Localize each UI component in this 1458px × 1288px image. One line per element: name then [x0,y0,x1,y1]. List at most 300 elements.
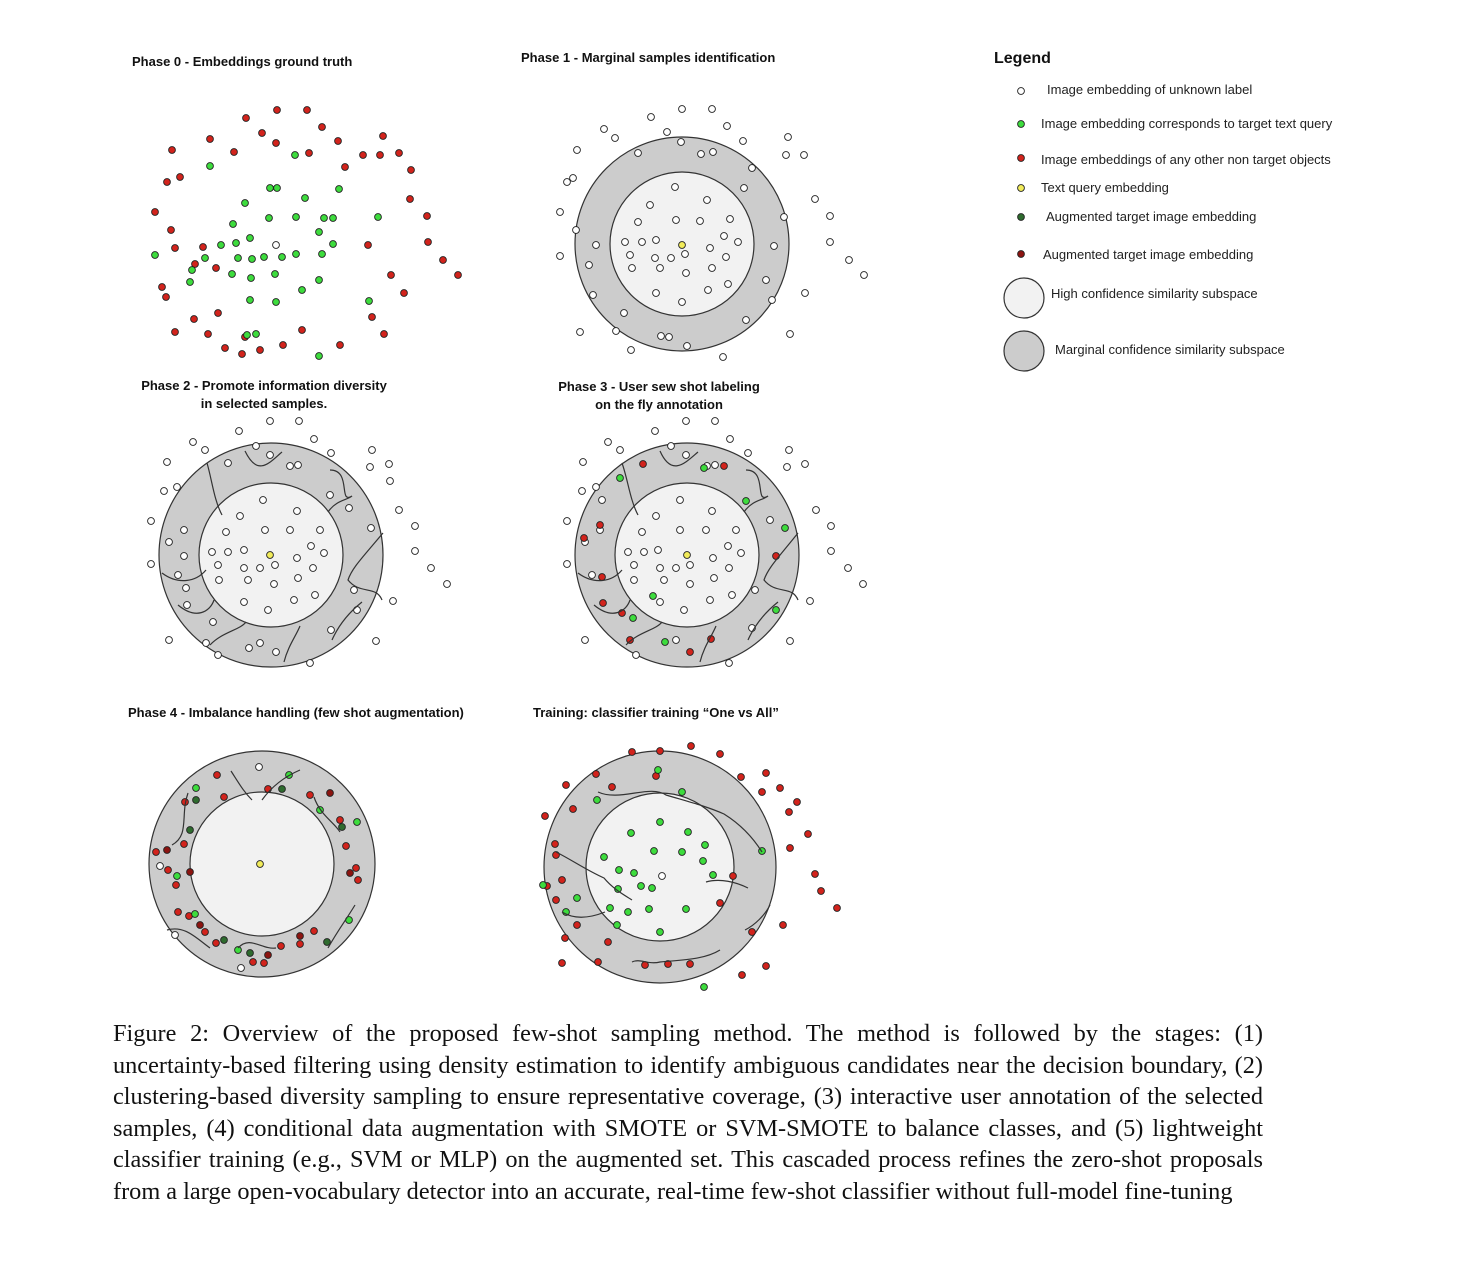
target-embedding-dot [249,256,256,263]
unknown-embedding-dot [373,638,380,645]
unknown-embedding-dot [390,598,397,605]
unknown-embedding-dot [166,539,173,546]
unknown-embedding-dot [308,543,315,550]
target-embedding-dot [773,607,780,614]
unknown-embedding-dot [647,202,654,209]
target-embedding-dot [299,287,306,294]
unknown-embedding-dot [612,135,619,142]
target-embedding-dot [321,215,328,222]
other-embedding-dot [687,961,694,968]
unknown-embedding-dot [557,209,564,216]
other-embedding-dot [721,463,728,470]
unknown-embedding-dot [802,290,809,297]
target-embedding-dot [679,849,686,856]
unknown-embedding-dot [582,637,589,644]
target-embedding-dot [274,185,281,192]
unknown-embedding-dot [664,129,671,136]
unknown-embedding-dot [590,292,597,299]
unknown-embedding-dot [267,452,274,459]
target-embedding-dot [683,906,690,913]
unknown-embedding-dot [635,150,642,157]
target-embedding-dot [700,858,707,865]
text-query-dot [1018,185,1025,192]
other-embedding-dot [369,314,376,321]
unknown-embedding-dot [216,577,223,584]
other-embedding-dot [231,149,238,156]
unknown-embedding-dot [184,602,191,609]
unknown-embedding-dot [682,251,689,258]
unknown-embedding-dot [781,214,788,221]
other-embedding-dot [307,792,314,799]
other-embedding-dot [629,749,636,756]
unknown-embedding-dot [666,334,673,341]
other-embedding-dot [599,574,606,581]
augmented-other-dot [1018,251,1025,258]
other-embedding-dot [717,900,724,907]
unknown-embedding-dot [673,217,680,224]
other-embedding-dot [265,786,272,793]
unknown-embedding-dot [687,581,694,588]
unknown-embedding-dot [570,175,577,182]
unknown-embedding-dot [256,764,263,771]
target-embedding-dot [266,215,273,222]
unknown-embedding-dot [738,550,745,557]
other-embedding-dot [440,257,447,264]
unknown-embedding-dot [175,572,182,579]
unknown-embedding-dot [726,660,733,667]
unknown-embedding-dot [802,461,809,468]
unknown-embedding-dot [257,565,264,572]
unknown-embedding-dot [741,185,748,192]
other-embedding-dot [812,871,819,878]
other-embedding-dot [181,841,188,848]
unknown-embedding-dot [861,272,868,279]
target-embedding-dot [229,271,236,278]
legend-marginal-swatch [1004,331,1044,371]
unknown-embedding-dot [687,562,694,569]
unknown-embedding-dot [238,965,245,972]
unknown-embedding-dot [726,565,733,572]
other-embedding-dot [214,772,221,779]
other-embedding-dot [600,600,607,607]
unknown-embedding-dot [287,527,294,534]
unknown-embedding-dot [564,518,571,525]
other-embedding-dot [173,882,180,889]
unknown-embedding-dot [652,428,659,435]
unknown-embedding-dot [586,262,593,269]
unknown-embedding-dot [658,333,665,340]
other-embedding-dot [250,959,257,966]
training-high-confidence-region [586,793,734,941]
other-embedding-dot [570,806,577,813]
unknown-embedding-dot [157,863,164,870]
other-embedding-dot [306,150,313,157]
unknown-embedding-dot [574,147,581,154]
unknown-embedding-dot [629,265,636,272]
unknown-embedding-dot [703,527,710,534]
unknown-embedding-dot [273,649,280,656]
target-embedding-dot [710,872,717,879]
other-embedding-dot [335,138,342,145]
unknown-embedding-dot [783,152,790,159]
unknown-embedding-dot [267,418,274,425]
other-embedding-dot [261,960,268,967]
other-embedding-dot [205,331,212,338]
other-embedding-dot [153,849,160,856]
unknown-embedding-dot [241,565,248,572]
other-embedding-dot [243,115,250,122]
other-embedding-dot [424,213,431,220]
other-embedding-dot [388,272,395,279]
other-embedding-dot [455,272,462,279]
target-embedding-dot [242,200,249,207]
target-embedding-dot [261,254,268,261]
unknown-embedding-dot [557,253,564,260]
unknown-embedding-dot [287,463,294,470]
other-embedding-dot [297,941,304,948]
unknown-embedding-dot [710,149,717,156]
unknown-embedding-dot [621,310,628,317]
unknown-embedding-dot [723,254,730,261]
other-embedding-dot [425,239,432,246]
target-embedding-dot [594,797,601,804]
target-embedding-dot [336,186,343,193]
target-embedding-dot [649,885,656,892]
augmented-target-dot [247,950,254,957]
unknown-embedding-dot [787,331,794,338]
other-embedding-dot [542,813,549,820]
target-embedding-dot [292,152,299,159]
other-embedding-dot [343,843,350,850]
unknown-embedding-dot [657,565,664,572]
unknown-embedding-dot [672,184,679,191]
unknown-embedding-dot [312,592,319,599]
target-embedding-dot [1018,121,1025,128]
unknown-embedding-dot [697,218,704,225]
unknown-embedding-dot [763,277,770,284]
phase4-title: Phase 4 - Imbalance handling (few shot augmentation) [128,705,464,720]
unknown-embedding-dot [262,527,269,534]
phase2-title-line2: in selected samples. [200,396,328,411]
unknown-embedding-dot [725,543,732,550]
unknown-embedding-dot [724,123,731,130]
target-embedding-dot [651,848,658,855]
other-embedding-dot [408,167,415,174]
target-embedding-dot [601,854,608,861]
unknown-embedding-dot [317,527,324,534]
other-embedding-dot [1018,155,1025,162]
other-embedding-dot [717,751,724,758]
target-embedding-dot [187,279,194,286]
unknown-embedding-dot [573,227,580,234]
unknown-embedding-dot [705,287,712,294]
unknown-embedding-dot [661,577,668,584]
target-embedding-dot [330,241,337,248]
other-embedding-dot [563,782,570,789]
target-embedding-dot [574,895,581,902]
other-embedding-dot [581,535,588,542]
unknown-embedding-dot [294,555,301,562]
unknown-embedding-dot [639,239,646,246]
target-embedding-dot [540,882,547,889]
legend-label-other: Image embeddings of any other non target objects [1041,152,1331,167]
other-embedding-dot [168,227,175,234]
target-embedding-dot [248,275,255,282]
unknown-embedding-dot [328,627,335,634]
unknown-embedding-dot [311,436,318,443]
target-embedding-dot [354,819,361,826]
other-embedding-dot [278,943,285,950]
unknown-embedding-dot [161,488,168,495]
unknown-embedding-dot [668,255,675,262]
unknown-embedding-dot [812,196,819,203]
other-embedding-dot [407,196,414,203]
other-embedding-dot [687,649,694,656]
unknown-embedding-dot [784,464,791,471]
unknown-embedding-dot [639,529,646,536]
unknown-embedding-dot [860,581,867,588]
unknown-embedding-dot [709,508,716,515]
other-embedding-dot [172,245,179,252]
other-embedding-dot [299,327,306,334]
other-embedding-dot [640,461,647,468]
target-embedding-dot [230,221,237,228]
target-embedding-dot [316,229,323,236]
unknown-embedding-dot [183,585,190,592]
other-embedding-dot [152,209,159,216]
target-embedding-dot [631,870,638,877]
legend-label-high-conf: High confidence similarity subspace [1051,286,1258,301]
unknown-embedding-dot [745,450,752,457]
unknown-embedding-dot [444,581,451,588]
unknown-embedding-dot [673,565,680,572]
unknown-embedding-dot [296,418,303,425]
unknown-embedding-dot [743,317,750,324]
other-embedding-dot [759,789,766,796]
unknown-embedding-dot [225,460,232,467]
unknown-embedding-dot [684,343,691,350]
unknown-embedding-dot [577,329,584,336]
target-embedding-dot [253,331,260,338]
unknown-embedding-dot [813,507,820,514]
unknown-embedding-dot [749,165,756,172]
unknown-embedding-dot [327,492,334,499]
target-embedding-dot [701,984,708,991]
unknown-embedding-dot [605,439,612,446]
unknown-embedding-dot [215,652,222,659]
other-embedding-dot [559,960,566,967]
other-embedding-dot [593,771,600,778]
other-embedding-dot [222,345,229,352]
unknown-embedding-dot [148,518,155,525]
unknown-embedding-dot [641,549,648,556]
unknown-embedding-dot [698,151,705,158]
unknown-embedding-dot [613,328,620,335]
target-embedding-dot [662,639,669,646]
target-embedding-dot [272,271,279,278]
figure-caption: Figure 2: Overview of the proposed few-shot sampling method. The method is followed by the stages: (1) uncertainty-based filtering using density estimation to identify ambiguous candidates near the decision boundary, (2) clustering-based diversity sampling to ensure representative coverage, (3) interactive user annotation of the selected samples, (4) conditional data augmentation with SMOTE or SVM-SMOTE to balance classes, and (5) lightweight classifier training (e.g., SVM or MLP) on the augmented set. This cascaded process refines the zero-shot proposals from a large open-vocabulary detector into an accurate, real-time few-shot classifier without full-model fine-tuning [113,1020,1263,1205]
unknown-embedding-dot [668,443,675,450]
target-embedding-dot [330,215,337,222]
other-embedding-dot [377,152,384,159]
unknown-embedding-dot [386,461,393,468]
unknown-embedding-dot [677,497,684,504]
unknown-embedding-dot [735,239,742,246]
unknown-embedding-dot [769,297,776,304]
unknown-embedding-dot [579,488,586,495]
unknown-embedding-dot [648,114,655,121]
target-embedding-dot [302,195,309,202]
augmented-target-dot [1018,214,1025,221]
target-embedding-dot [655,767,662,774]
unknown-embedding-dot [679,299,686,306]
unknown-embedding-dot [351,587,358,594]
unknown-embedding-dot [727,436,734,443]
unknown-embedding-dot [801,152,808,159]
other-embedding-dot [553,897,560,904]
target-embedding-dot [233,240,240,247]
other-embedding-dot [657,748,664,755]
augmented-other-dot [197,922,204,929]
other-embedding-dot [738,774,745,781]
unknown-embedding-dot [181,553,188,560]
other-embedding-dot [805,831,812,838]
other-embedding-dot [259,130,266,137]
target-embedding-dot [193,785,200,792]
unknown-embedding-dot [704,197,711,204]
unknown-embedding-dot [752,587,759,594]
other-embedding-dot [401,290,408,297]
unknown-embedding-dot [720,354,727,361]
other-embedding-dot [763,963,770,970]
target-embedding-dot [375,214,382,221]
other-embedding-dot [215,310,222,317]
other-embedding-dot [365,242,372,249]
unknown-embedding-dot [657,265,664,272]
unknown-embedding-dot [828,523,835,530]
target-embedding-dot [607,905,614,912]
unknown-embedding-dot [307,660,314,667]
other-embedding-dot [818,888,825,895]
unknown-embedding-dot [625,549,632,556]
other-embedding-dot [574,922,581,929]
target-embedding-dot [189,267,196,274]
unknown-embedding-dot [272,562,279,569]
unknown-embedding-dot [273,242,280,249]
other-embedding-dot [739,972,746,979]
unknown-embedding-dot [172,932,179,939]
phase1-title: Phase 1 - Marginal samples identification [521,50,776,65]
unknown-embedding-dot [655,547,662,554]
unknown-embedding-dot [367,464,374,471]
unknown-embedding-dot [412,523,419,530]
target-embedding-dot [614,922,621,929]
target-embedding-dot [218,242,225,249]
other-embedding-dot [780,922,787,929]
target-embedding-dot [202,255,209,262]
other-embedding-dot [562,935,569,942]
other-embedding-dot [337,817,344,824]
legend-title: Legend [994,50,1051,67]
other-embedding-dot [319,124,326,131]
target-embedding-dot [293,214,300,221]
target-embedding-dot [273,299,280,306]
augmented-other-dot [187,869,194,876]
target-embedding-dot [701,465,708,472]
other-embedding-dot [763,770,770,777]
augmented-other-dot [297,933,304,940]
other-embedding-dot [749,929,756,936]
other-embedding-dot [777,785,784,792]
legend-label-marginal: Marginal confidence similarity subspace [1055,342,1285,357]
unknown-embedding-dot [387,478,394,485]
unknown-embedding-dot [709,265,716,272]
unknown-embedding-dot [673,637,680,644]
target-embedding-dot [617,475,624,482]
unknown-embedding-dot [657,599,664,606]
other-embedding-dot [337,342,344,349]
other-embedding-dot [202,929,209,936]
unknown-embedding-dot [659,873,666,880]
unknown-embedding-dot [564,561,571,568]
augmented-other-dot [347,870,354,877]
unknown-embedding-dot [328,450,335,457]
unknown-embedding-dot [710,555,717,562]
text-query-dot [684,552,691,559]
legend-label-aug-other: Augmented target image embedding [1043,247,1254,262]
unknown-embedding-dot [225,549,232,556]
augmented-other-dot [327,790,334,797]
unknown-embedding-dot [203,640,210,647]
unknown-embedding-dot [601,126,608,133]
unknown-embedding-dot [707,597,714,604]
unknown-embedding-dot [709,106,716,113]
unknown-embedding-dot [215,562,222,569]
unknown-embedding-dot [653,237,660,244]
unknown-embedding-dot [310,565,317,572]
unknown-embedding-dot [786,447,793,454]
unknown-embedding-dot [428,565,435,572]
phase2-title-line1: Phase 2 - Promote information diversity [141,378,387,393]
augmented-target-dot [221,937,228,944]
other-embedding-dot [273,140,280,147]
unknown-embedding-dot [564,179,571,186]
legend-label-query: Text query embedding [1041,180,1169,195]
unknown-embedding-dot [346,505,353,512]
target-embedding-dot [244,332,251,339]
unknown-embedding-dot [174,484,181,491]
unknown-embedding-dot [241,599,248,606]
unknown-embedding-dot [294,508,301,515]
unknown-embedding-dot [653,290,660,297]
target-embedding-dot [267,185,274,192]
unknown-embedding-dot [725,281,732,288]
unknown-embedding-dot [622,239,629,246]
unknown-embedding-dot [785,134,792,141]
text-query-dot [267,552,274,559]
target-embedding-dot [657,819,664,826]
target-embedding-dot [279,254,286,261]
other-embedding-dot [175,909,182,916]
other-embedding-dot [353,865,360,872]
other-embedding-dot [355,877,362,884]
unknown-embedding-dot [617,447,624,454]
other-embedding-dot [169,147,176,154]
other-embedding-dot [177,174,184,181]
unknown-embedding-dot [295,575,302,582]
other-embedding-dot [213,940,220,947]
unknown-embedding-dot [846,257,853,264]
